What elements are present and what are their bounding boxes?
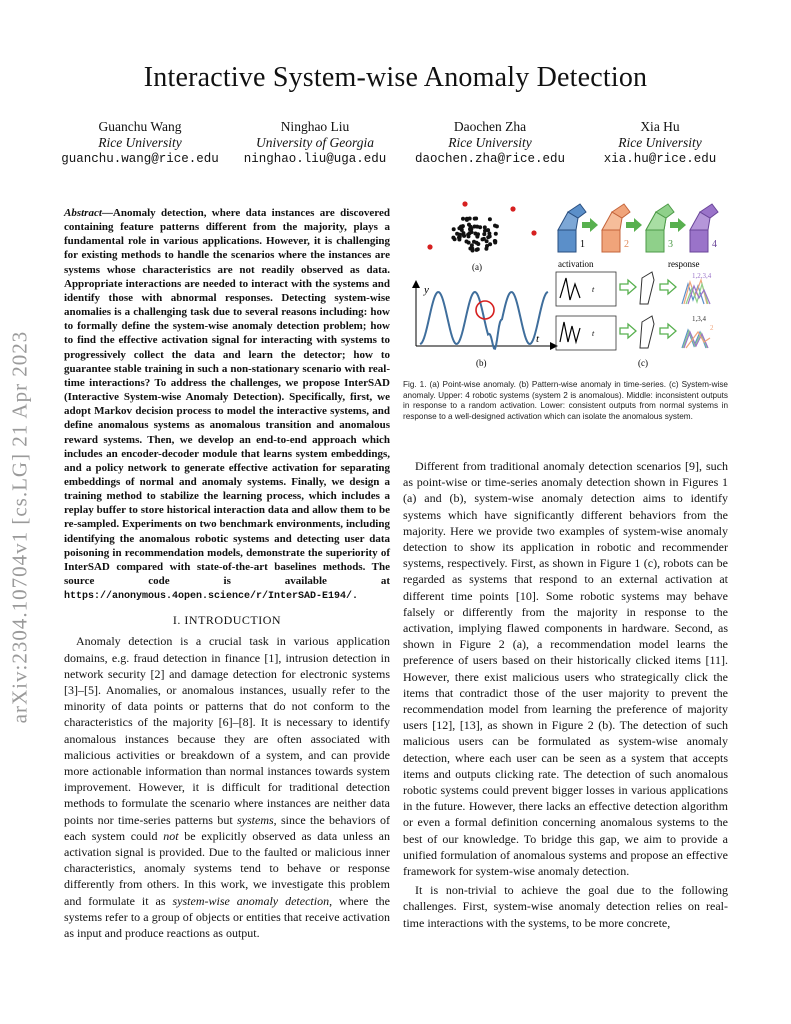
- normal-point: [461, 217, 465, 221]
- normal-point: [494, 232, 498, 236]
- author-email: guanchu.wang@rice.edu: [61, 152, 219, 166]
- normal-point: [482, 232, 486, 236]
- normal-point: [473, 232, 477, 236]
- normal-point: [451, 236, 455, 240]
- activation-t-upper: t: [592, 285, 595, 294]
- normal-point: [467, 234, 471, 238]
- panel-a-scatter: [427, 201, 536, 252]
- robot-1-id: 1: [580, 239, 585, 250]
- normal-point: [488, 217, 492, 221]
- normal-point: [476, 247, 480, 251]
- response-upper-legend: 1,2,3,4: [692, 272, 712, 280]
- axis-y-label: y: [424, 284, 429, 296]
- arxiv-stamp-text: arXiv:2304.10704v1 [cs.LG] 21 Apr 2023: [7, 330, 32, 724]
- robot-3-id: 3: [668, 239, 673, 250]
- normal-point: [452, 227, 456, 231]
- normal-point: [467, 241, 471, 245]
- anomaly-point: [531, 230, 536, 235]
- normal-point: [468, 217, 472, 221]
- right-column: [403, 458, 728, 931]
- robot-3: [646, 204, 674, 252]
- figure-1-caption: Fig. 1. (a) Point-wise anomaly. (b) Pattern-wise anomaly in time-series. (c) System-wise anomaly. Upper: 4 robotic systems (system 2 is anomalous). Middle: inconsistent outputs in response to a random activation. Lower: consistent outputs from normal systems in response to a well-designed activation which can isolate the anomalous system.: [403, 380, 728, 422]
- normal-point: [487, 232, 491, 236]
- anomaly-point: [462, 201, 467, 206]
- normal-point: [486, 235, 490, 239]
- normal-point: [462, 233, 466, 237]
- intro-paragraph-1: Anomaly detection is a crucial task in various application domains, e.g. fraud detection in finance [1], intrusion detection in network security [2] and damage detection for electronic systems [3]–[5]. Anomalies, or anomalous instances, usually refer to the minority of data points or patterns that do not conform to the characteristics of the majority [6]–[8]. It is necessary to identify anomalous instances because they are often associated with malicious activities or breakdown of a system, and can provide more actionable information than normal instances towards system improvement. However, it is difficult for traditional detection methods to formulate the scenario where instances are neither data points nor time-series patterns but systems, since the behaviors of each system could not be explicitly observed as data unless an activation signal is provided. Due to the faulted or malicious inner characteristics, anomaly systems tend to behave or response differently from others. In this work, we investigate this problem and formulate it as system-wise anomaly detection, where the systems refer to a group of objects or entities that receive activation as input and produce reactions as output.: [64, 634, 390, 941]
- normal-point: [493, 224, 497, 228]
- activation-label: activation: [558, 259, 594, 269]
- author-affiliation: Rice University: [98, 135, 182, 150]
- intro-paragraph-2: Different from traditional anomaly detection scenarios [9], such as point-wise or time-series anomaly detection shown in Figures 1 (a) and (b), system-wise anomaly detection aims to identify systems which have significantly different behaviors from the majority. Here we provide two examples of system-wise anomaly detection to show its application in robotic and recommender systems, respectively. First, as shown in Figure 1 (c), robots can be regarded as systems that respond to an external activation at different time points [10]. Some robotic systems may behave falsely or differently from the majority in response to the activation, implying flawed components in hardware. Second, as shown in Figure 2 (a), a recommendation model learns the preference of users based on their historically clicked items [11]. However, there exist malicious users who strategically click the items that contradict those of the user majority to prevent the recommendation model from learning the preference of majority users [12], [13], as shown in Figure 2 (b). The detection of such malicious users can be formulated as system-wise anomaly detection, where each user can be seen as a system that accepts items and outputs clicking rate. The detection of such anomalous robotic systems could prevent bigger losses in various applications in the future. However, there lacks an effective detection algorithm or even a formal definition concerning anomalous systems to the best of our knowledge. To bridge this gap, we aim to provide a unified formulation of anomalous systems and propose an effective framework for system-wise anomaly detection.: [403, 459, 728, 879]
- author-4: [560, 119, 760, 168]
- abstract-text: —Anomaly detection, where data instances are discovered containing feature patterns different from the majority, plays a fundamental role in various applications. However, it is challenging for existing methods to handle the scenarios where the instances are systems whose characteristics are not readily observed as data. Appropriate interactions are needed to interact with the systems and identify those with abnormal responses. Detecting system-wise anomalies is a challenging task due to several reasons including: how to formally define the system-wise anomaly detection problem; how to find the effective activation signal for interacting with systems to progressively collect the data and learn the detector; how to guarantee stable training in such a non-stationary scenario with real-time interactions? To address the challenges, we propose InterSAD (Interactive System-wise Anomaly Detection). Specifically, first, we adopt Markov decision process to model the interactive systems, and define anomalous systems as anomalous transition and anomalous reward systems. Then, we develop an end-to-end approach which includes an encoder-decoder module that learns system embeddings, and a policy network to generate effective activation for separating embeddings of normal and anomaly systems. Finally, we design a training method to stabilize the learning process, which includes a replay buffer to store historical interaction data and allow them to be re-sampled. Experiments on two benchmark environments, including identifying the anomalous robotic systems and detecting user data poisoning in recommendation models, demonstrate the superiority of InterSAD compared with state-of-the-art baselines methods. The source code is available at: [64, 207, 390, 588]
- normal-point: [471, 249, 475, 253]
- author-email: daochen.zha@rice.edu: [414, 152, 566, 166]
- normal-point: [473, 217, 477, 221]
- robot-4-id: 4: [712, 239, 717, 250]
- author-name: Guanchu Wang: [98, 119, 182, 134]
- section-title: I. INTRODUCTION: [172, 613, 282, 628]
- author-email: ninghao.liu@uga.edu: [243, 152, 387, 166]
- label-b: (b): [476, 358, 487, 368]
- abstract-lead: Abstract: [64, 207, 102, 219]
- normal-point: [483, 225, 487, 229]
- author-email: xia.hu@rice.edu: [603, 152, 717, 166]
- anomaly-point: [427, 244, 432, 249]
- normal-point: [470, 243, 474, 247]
- anomaly-circle: [476, 301, 494, 319]
- author-name: Xia Hu: [640, 119, 680, 134]
- normal-point: [475, 225, 479, 229]
- normal-point: [488, 242, 492, 246]
- intro-paragraph-3: It is non-trivial to achieve the goal due to the following challenges. First, system-wise anomaly detection relies on real-time interactions with the systems, to be more concrete,: [403, 883, 728, 930]
- anomaly-point: [510, 206, 515, 211]
- figure-1: [410, 200, 730, 372]
- author-affiliation: Rice University: [448, 135, 532, 150]
- response-label: response: [668, 259, 700, 269]
- paper-title: Interactive System-wise Anomaly Detection: [143, 62, 648, 93]
- normal-point: [459, 225, 463, 229]
- activation-t-lower: t: [592, 329, 595, 338]
- abstract: [64, 206, 390, 604]
- left-column: [64, 206, 390, 941]
- panel-c-robots: [556, 204, 718, 368]
- robot-1: [558, 204, 586, 252]
- source-code-link[interactable]: https://anonymous.4open.science/r/InterSAD-E194/.: [64, 591, 359, 603]
- normal-point: [475, 241, 479, 245]
- normal-point: [493, 241, 497, 245]
- label-c: (c): [638, 358, 648, 368]
- robot-2: [602, 204, 630, 252]
- response-lower-odd: 2: [710, 324, 714, 332]
- normal-point: [458, 233, 462, 237]
- axis-t-label: t: [536, 333, 540, 345]
- author-affiliation: University of Georgia: [256, 135, 374, 150]
- arxiv-stamp: [0, 262, 40, 792]
- label-a: (a): [472, 262, 482, 272]
- author-name: Daochen Zha: [453, 119, 527, 134]
- normal-point: [486, 228, 490, 232]
- author-1: [40, 119, 240, 168]
- normal-point: [467, 223, 471, 227]
- panel-b-timeseries: [412, 280, 558, 368]
- author-affiliation: Rice University: [618, 135, 702, 150]
- author-name: Ninghao Liu: [280, 119, 350, 134]
- normal-point: [468, 227, 472, 231]
- author-2: [215, 119, 415, 168]
- normal-point: [485, 239, 489, 243]
- robot-arrows: [582, 218, 686, 232]
- response-lower-legend: 1,3,4: [692, 315, 706, 323]
- robot-2-id: 2: [624, 239, 629, 250]
- normal-point: [481, 237, 485, 241]
- robot-4: [690, 204, 718, 252]
